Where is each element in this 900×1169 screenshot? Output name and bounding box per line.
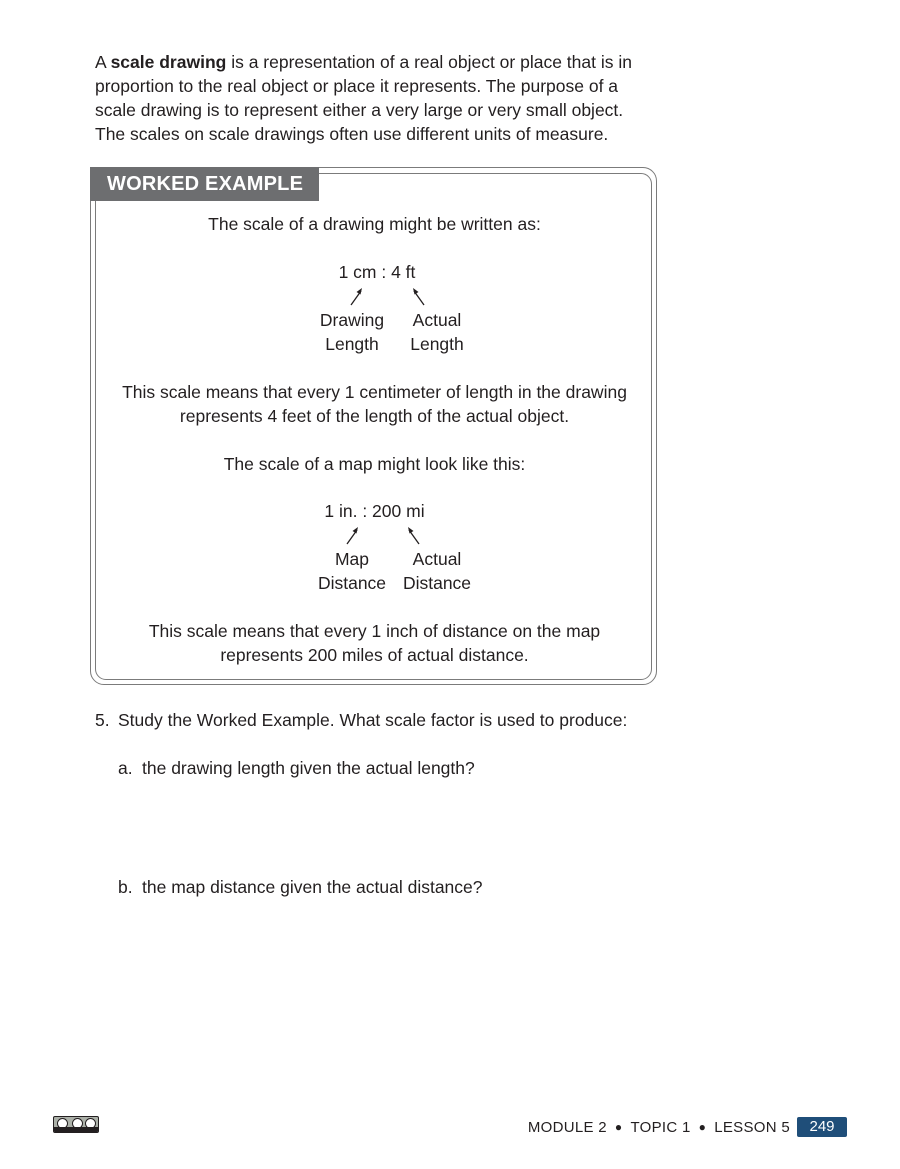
drawing-scale-intro: The scale of a drawing might be written as:: [208, 214, 541, 234]
map-distance-arrow-icon: [342, 524, 362, 548]
actual-length-arrow-icon: [409, 285, 429, 309]
map-scale: 1 in. : 200 mi: [324, 501, 425, 521]
intro-paragraph: [95, 50, 655, 146]
actual-distance-label-line2: Distance: [402, 573, 472, 593]
footer-topic: TOPIC 1: [630, 1119, 691, 1136]
map-distance-label-line1: Map: [334, 549, 370, 569]
question-5a-text: the drawing length given the actual length?: [142, 758, 475, 778]
drawing-length-arrow-icon: [346, 285, 366, 309]
actual-distance-label-line1: Actual: [412, 549, 462, 569]
drawing-scale-explanation-line2: represents 4 feet of the length of the actual object.: [179, 406, 570, 426]
worked-example-box: [90, 167, 657, 685]
actual-length-label-line2: Length: [410, 334, 464, 354]
footer-breadcrumb: [528, 1117, 790, 1138]
question-5a-label: a.: [118, 758, 133, 778]
intro-rest: is a representation of a real object or place that is in proportion to the real object or place it represents. The purpose of a scale drawing is to represent either a very large or very small object. The scales on scale drawings often use different units of measure.: [95, 52, 632, 144]
drawing-scale: 1 cm : 4 ft: [338, 262, 416, 282]
bullet-icon: ●: [614, 1120, 623, 1134]
map-distance-label-line2: Distance: [317, 573, 387, 593]
bullet-icon: ●: [698, 1120, 707, 1134]
worked-example-tag: WORKED EXAMPLE: [90, 167, 319, 201]
drawing-length-label-line2: Length: [325, 334, 379, 354]
drawing-length-label-line1: Drawing: [319, 310, 385, 330]
page-number: 249: [797, 1117, 847, 1137]
map-scale-explanation-line2: represents 200 miles of actual distance.: [220, 645, 529, 665]
drawing-scale-explanation-line1: This scale means that every 1 centimeter of length in the drawing: [122, 382, 627, 402]
actual-distance-arrow-icon: [404, 524, 424, 548]
question-5b-label: b.: [118, 877, 133, 897]
footer-lesson: LESSON 5: [714, 1119, 790, 1136]
actual-length-label-line1: Actual: [412, 310, 462, 330]
map-scale-intro: The scale of a map might look like this:: [223, 454, 526, 474]
question-5b-text: the map distance given the actual distance?: [142, 877, 483, 897]
map-scale-explanation-line1: This scale means that every 1 inch of distance on the map: [148, 621, 601, 641]
question-5-text: Study the Worked Example. What scale factor is used to produce:: [118, 710, 628, 730]
question-5-number: 5.: [95, 710, 110, 730]
cc-by-nc-icon: [53, 1116, 99, 1133]
footer-module: MODULE 2: [527, 1119, 607, 1136]
intro-prefix: A: [95, 52, 111, 72]
intro-term: scale drawing: [110, 52, 227, 72]
